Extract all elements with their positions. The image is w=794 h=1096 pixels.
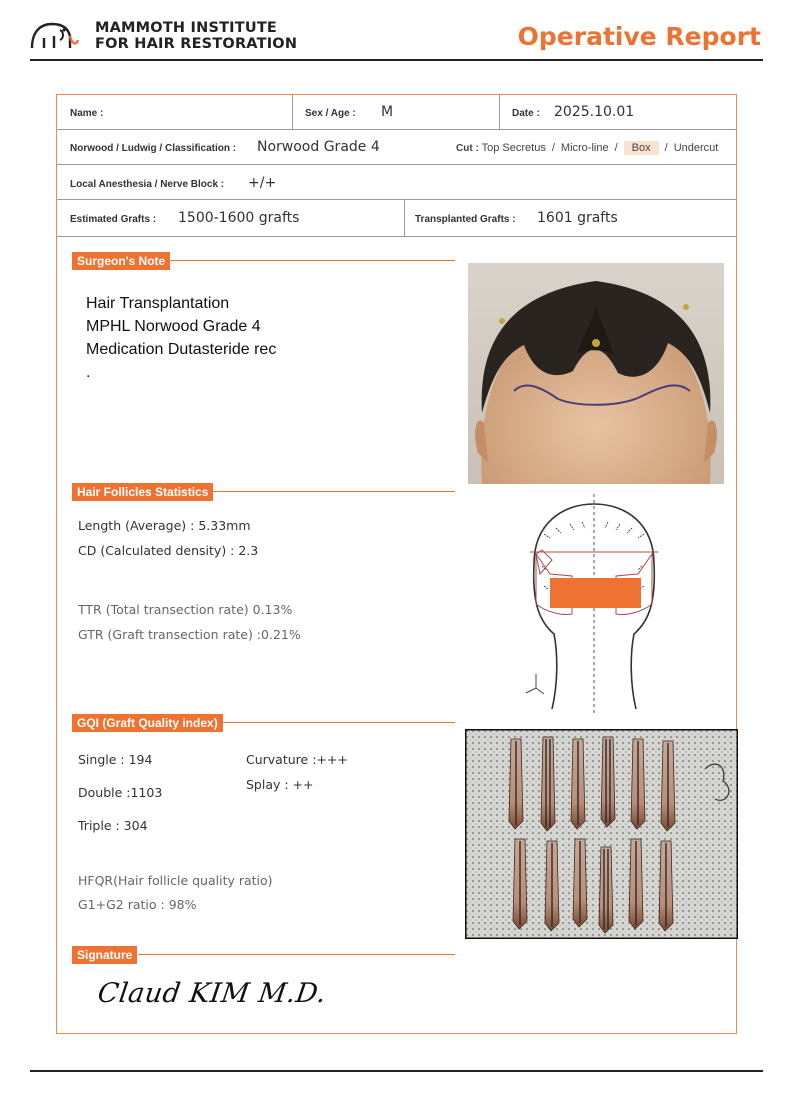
signature-tag: Signature	[72, 946, 137, 964]
name-label: Name :	[70, 108, 104, 119]
g1-g2-ratio: G1+G2 ratio : 98%	[78, 897, 197, 912]
gqi-tag: GQI (Graft Quality index)	[72, 714, 223, 732]
anesthesia-value[interactable]: +/+	[248, 175, 277, 191]
double-grafts: Double :1103	[78, 785, 163, 800]
graft-transection-rate: GTR (Graft transection rate) :0.21%	[78, 627, 301, 642]
cut-option-undercut[interactable]: Undercut	[673, 142, 719, 154]
total-transection-rate: TTR (Total transection rate) 0.13%	[78, 602, 293, 617]
signature-name: Claud KIM M.D.	[95, 978, 329, 1009]
note-line: Hair Transplantation	[86, 295, 230, 312]
classification-value[interactable]: Norwood Grade 4	[257, 139, 380, 155]
transplanted-grafts-label: Transplanted Grafts :	[415, 214, 516, 225]
report-title: Operative Report	[517, 22, 761, 51]
graft-microscope-photo	[465, 729, 738, 939]
single-grafts: Single : 194	[78, 752, 153, 767]
scalp-photo	[468, 263, 724, 484]
cut-option-top-secretus[interactable]: Top Secretus	[481, 142, 546, 154]
row-grafts	[57, 200, 736, 237]
surgeons-note-tag: Surgeon's Note	[72, 252, 170, 270]
divider	[404, 200, 405, 237]
divider	[499, 95, 500, 130]
header-rule	[30, 59, 763, 61]
estimated-grafts-value[interactable]: 1500-1600 grafts	[178, 210, 300, 226]
estimated-grafts-label: Estimated Grafts :	[70, 214, 157, 225]
follicle-stats-tag: Hair Follicles Statistics	[72, 483, 213, 501]
donor-area-head-diagram	[512, 494, 672, 714]
note-line: .	[86, 364, 91, 381]
note-line: Medication Dutasteride rec	[86, 341, 277, 358]
length-average: Length (Average) : 5.33mm	[78, 518, 251, 533]
note-line: MPHL Norwood Grade 4	[86, 318, 261, 335]
section-rule	[209, 491, 455, 492]
surgeons-note-text	[86, 292, 276, 384]
sex-age-value[interactable]: M	[381, 104, 394, 120]
divider	[292, 95, 293, 130]
date-value[interactable]: 2025.10.01	[554, 104, 635, 120]
cut-options: Cut : Top Secretus / Micro-line / Box / Undercut	[456, 142, 719, 154]
anesthesia-label: Local Anesthesia / Nerve Block :	[70, 179, 225, 190]
section-rule	[138, 954, 455, 955]
cut-option-box[interactable]: Box	[624, 141, 659, 155]
section-rule	[168, 260, 455, 261]
classification-label: Norwood / Ludwig / Classification :	[70, 143, 237, 154]
curvature: Curvature :+++	[246, 752, 348, 767]
date-label: Date :	[512, 108, 540, 119]
hfqr: HFQR(Hair follicle quality ratio)	[78, 873, 273, 888]
cut-option-micro-line[interactable]: Micro-line	[560, 142, 609, 154]
calculated-density: CD (Calculated density) : 2.3	[78, 543, 259, 558]
splay: Splay : ++	[246, 777, 314, 792]
cut-label: Cut :	[456, 143, 479, 154]
section-rule	[220, 722, 455, 723]
org-name-line2: FOR HAIR RESTORATION	[95, 36, 298, 52]
triple-grafts: Triple : 304	[78, 818, 148, 833]
footer-rule	[30, 1070, 763, 1072]
org-name-line1: MAMMOTH INSTITUTE	[95, 20, 278, 36]
elephant-logo-icon	[30, 18, 80, 52]
transplanted-grafts-value[interactable]: 1601 grafts	[537, 210, 618, 226]
sex-age-label: Sex / Age :	[305, 108, 356, 119]
